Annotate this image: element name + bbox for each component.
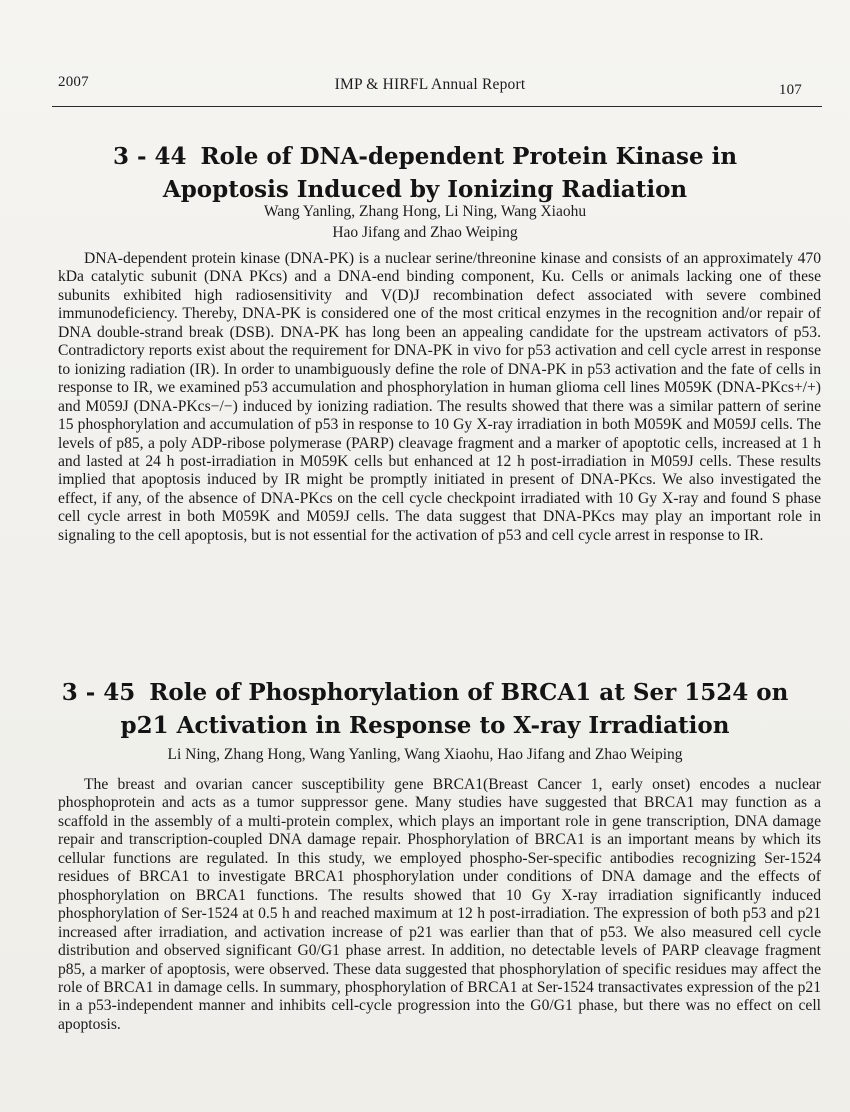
- article-title-text: Role of Phosphorylation of BRCA1 at Ser 1524 on: [149, 679, 789, 706]
- article-title-line: p21 Activation in Response to X-ray Irradiation: [120, 712, 730, 739]
- authors-line: Li Ning, Zhang Hong, Wang Yanling, Wang Xiaohu, Hao Jifang and Zhao Weiping: [167, 746, 683, 763]
- article-abstract-3-44: DNA-dependent protein kinase (DNA-PK) is a nuclear serine/threonine kinase and consists of an approximately 470 kDa catalytic subunit (DNA PKcs) and a DNA-end binding component, Ku. Cells or animals lacking one of these subunits exhibited high radiosensitivity and V(D)J recombination defect associated with severe combined immunodeficiency. Thereby, DNA-PK is considered one of the most critical enzymes in the recognition and/or repair of DNA double-strand break (DSB). DNA-PK has long been an appealing candidate for the upstream activators of p53. Contradictory reports exist about the requirement for DNA-PK in vivo for p53 activation and cell cycle arrest in response to ionizing radiation (IR). In order to unambiguously define the role of DNA-PK in p53 activation and the fate of cells in response to IR, we examined p53 accumulation and phosphorylation in human glioma cell lines M059K (DNA-PKcs+/+) and M059J (DNA-PKcs−/−) induced by ionizing radiation. The results showed that there was a similar pattern of serine 15 phosphorylation and accumulation of p53 in response to 10 Gy X-ray irradiation in both M059K and M059J cells. The levels of p85, a poly ADP-ribose polymerase (PARP) cleavage fragment and a marker of apoptotic cells, increased at 1 h and lasted at 24 h post-irradiation in M059K cells but enhanced at 12 h post-irradiation in M059J cells. These results implied that apoptosis induced by IR might be promptly initiated in present of DNA-PKcs. We also investigated the effect, if any, of the absence of DNA-PKcs on the cell cycle checkpoint irradiated with 10 Gy X-ray and found S phase cell cycle arrest in both M059K and M059J cells. The data suggest that DNA-PKcs may play an important role in signaling to the cell apoptosis, but is not essential for the activation of p53 and cell cycle arrest in response to IR.: [58, 250, 821, 544]
- header-rule: [52, 106, 822, 107]
- article-authors-3-44: [40, 201, 810, 243]
- running-header: [58, 74, 802, 104]
- article-title-line: [40, 676, 810, 709]
- article-number: 3 - 44: [112, 143, 187, 170]
- article-title-3-45: [40, 676, 810, 742]
- article-authors-3-45: [40, 744, 810, 765]
- header-page-number: 107: [778, 82, 802, 98]
- article-title-3-44: [40, 140, 810, 206]
- header-journal-title: IMP & HIRFL Annual Report: [334, 76, 526, 93]
- article-title-line: [40, 140, 810, 173]
- article-title-line: Apoptosis Induced by Ionizing Radiation: [162, 176, 688, 203]
- authors-line: Hao Jifang and Zhao Weiping: [332, 224, 518, 241]
- authors-line: Wang Yanling, Zhang Hong, Li Ning, Wang Xiaohu: [263, 203, 587, 220]
- article-abstract-3-45: The breast and ovarian cancer susceptibility gene BRCA1(Breast Cancer 1, early onset) encodes a nuclear phosphoprotein and acts as a tumor suppressor gene. Many studies have suggested that BRCA1 may function as a scaffold in the assembly of a multi-protein complex, which plays an important role in gene transcription, DNA damage repair and transcription-coupled DNA damage repair. Phosphorylation of BRCA1 is an important means by which its cellular functions are regulated. In this study, we employed phospho-Ser-specific antibodies recognizing Ser-1524 residues of BRCA1 to investigate BRCA1 phosphorylation under conditions of DNA damage and the effects of phosphorylation on BRCA1 functions. The results showed that 10 Gy X-ray irradiation significantly induced phosphorylation of Ser-1524 at 0.5 h and reached maximum at 12 h post-irradiation. The expression of both p53 and p21 increased after irradiation, and activation increase of p21 was earlier than that of p53. We also measured cell cycle distribution and observed significant G0/G1 phase arrest. In addition, no detectable levels of PARP cleavage fragment p85, a marker of apoptosis, were observed. These data suggested that phosphorylation of specific residues may affect the role of BRCA1 in damage cells. In summary, phosphorylation of BRCA1 at Ser-1524 transactivates expression of the p21 in a p53-independent manner and inhibits cell-cycle progression into the G0/G1 phase, but there was no effect on cell apoptosis.: [58, 776, 821, 1033]
- article-title-text: Role of DNA-dependent Protein Kinase in: [200, 143, 738, 170]
- header-year: 2007: [58, 74, 89, 90]
- article-number: 3 - 45: [61, 679, 136, 706]
